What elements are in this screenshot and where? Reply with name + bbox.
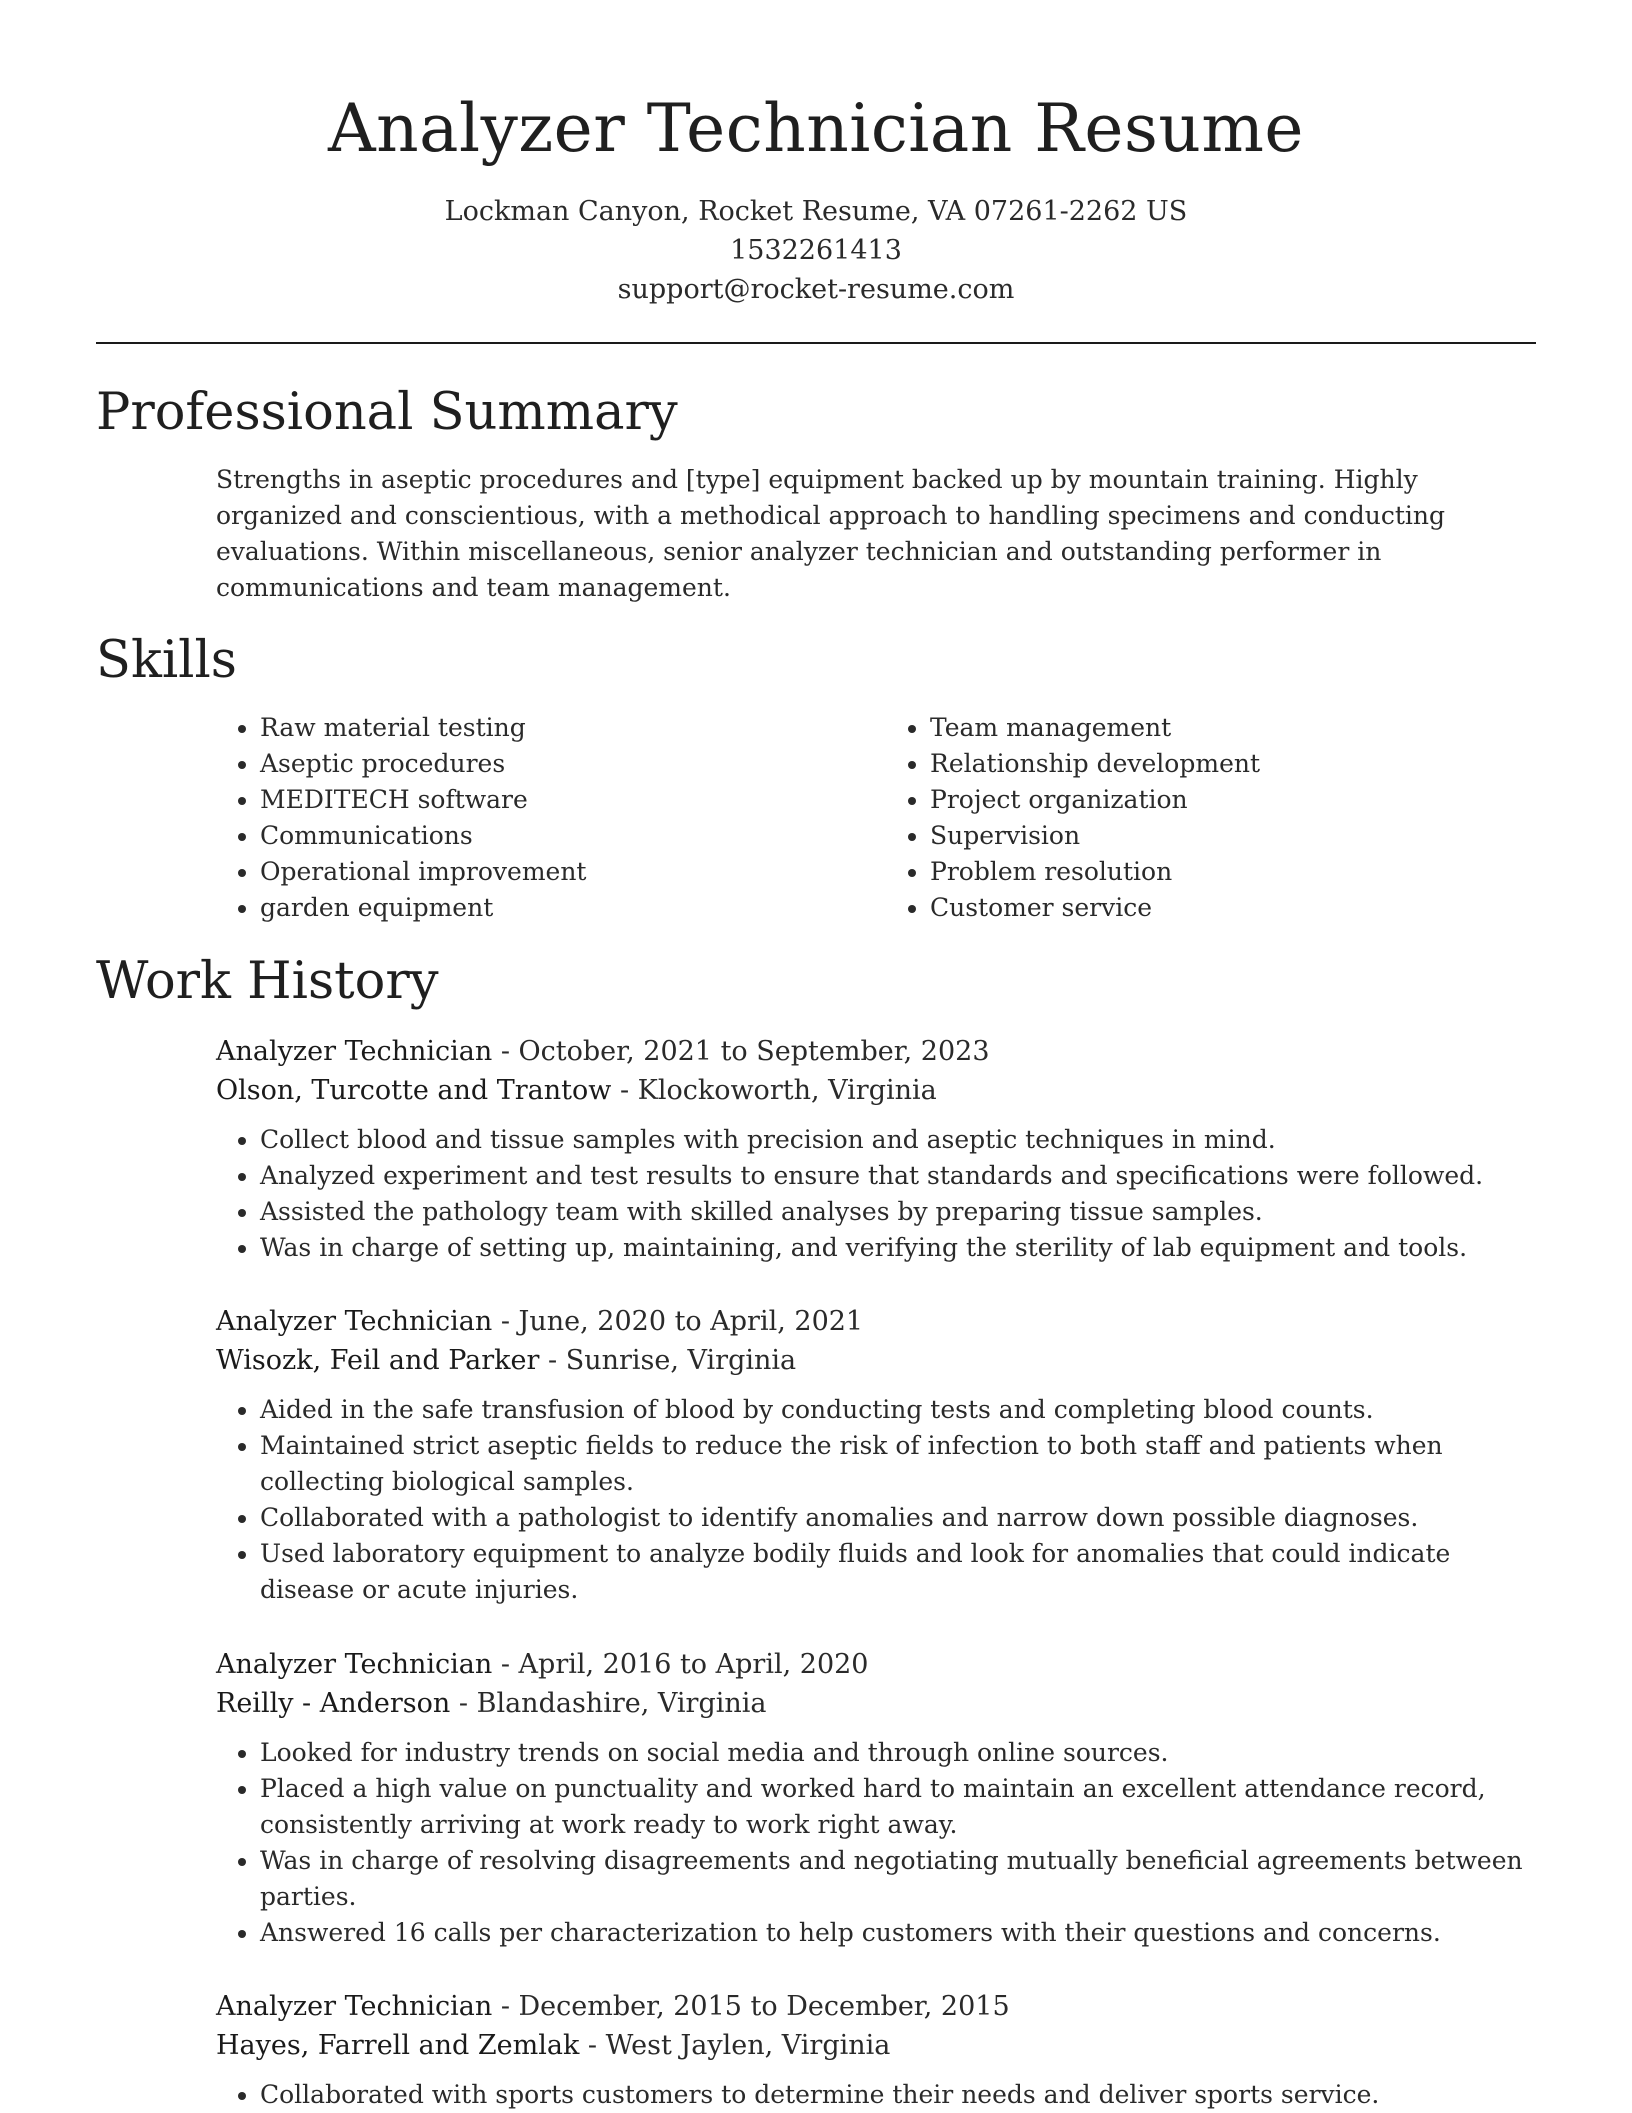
skill-item: • Communications (260, 818, 866, 854)
job-bullet: • Collaborated with sports customers to determine their needs and deliver sports service. (260, 2077, 1536, 2113)
job-bullet: • Looked for industry trends on social media and through online sources. (260, 1735, 1536, 1771)
job-entry (216, 1987, 1536, 2113)
job-bullet: • Maintained strict aseptic fields to reduce the risk of infection to both staff and patients when collecting biological samples. (260, 1428, 1536, 1500)
job-bullet: • Aided in the safe transfusion of blood by conducting tests and completing blood counts. (260, 1392, 1536, 1428)
job-bullets (216, 1392, 1536, 1608)
skill-item: • Supervision (930, 818, 1536, 854)
skill-item: • garden equipment (260, 890, 866, 926)
job-bullets (216, 1122, 1536, 1266)
job-title: Analyzer Technician (216, 1991, 493, 2022)
job-bullet: • Used laboratory equipment to analyze bodily fluids and look for anomalies that could indicate disease or acute injuries. (260, 1536, 1536, 1608)
job-dates: - June, 2020 to April, 2021 (492, 1306, 864, 1337)
job-company-line (216, 1071, 1536, 1110)
job-company-line (216, 2026, 1536, 2065)
job-company-line (216, 1684, 1536, 1723)
resume-header (0, 0, 1632, 309)
job-bullet: • Was in charge of resolving disagreements and negotiating mutually beneficial agreements between parties. (260, 1843, 1536, 1915)
skills-column-right (866, 710, 1536, 926)
job-entry (216, 1645, 1536, 1951)
summary-heading: Professional Summary (96, 383, 678, 442)
job-bullets (216, 1735, 1536, 1951)
skill-item: • Problem resolution (930, 854, 1536, 890)
resume-title: Analyzer Technician Resume (328, 90, 1304, 167)
job-title: Analyzer Technician (216, 1306, 493, 1337)
job-title: Analyzer Technician (216, 1649, 493, 1680)
job-dates: - December, 2015 to December, 2015 (492, 1991, 1010, 2022)
contact-phone: 1532261413 (730, 235, 902, 266)
skill-item: • Team management (930, 710, 1536, 746)
skill-item: • Customer service (930, 890, 1536, 926)
contact-address: Lockman Canyon, Rocket Resume, VA 07261-2262 US (444, 196, 1188, 227)
job-company: Olson, Turcotte and Trantow (216, 1075, 612, 1106)
job-title: Analyzer Technician (216, 1036, 493, 1067)
job-title-line (216, 1032, 1536, 1071)
job-company: Hayes, Farrell and Zemlak (216, 2030, 580, 2061)
job-bullet: • Assisted the pathology team with skilled analyses by preparing tissue samples. (260, 1194, 1536, 1230)
job-location: - Blandashire, Virginia (450, 1688, 767, 1719)
job-bullet: • Collect blood and tissue samples with precision and aseptic techniques in mind. (260, 1122, 1536, 1158)
work-history-heading: Work History (96, 952, 439, 1011)
job-location: - Klockoworth, Virginia (611, 1075, 937, 1106)
job-entry (216, 1302, 1536, 1608)
contact-email: support@rocket-resume.com (617, 274, 1015, 305)
job-dates: - April, 2016 to April, 2020 (492, 1649, 869, 1680)
job-company-line (216, 1341, 1536, 1380)
contact-info (0, 192, 1632, 309)
skills-heading: Skills (96, 631, 237, 690)
job-bullet: • Placed a high value on punctuality and worked hard to maintain an excellent attendance record, consistently arriving at work ready to work right away. (260, 1771, 1536, 1843)
summary-text: Strengths in aseptic procedures and [type] equipment backed up by mountain training. Highly organized and conscientious, with a methodical approach to handling specimens and conducting evaluations. Within miscellaneous, senior analyzer technician and outstanding performer in communications and team management. (216, 465, 1445, 602)
skill-item: • MEDITECH software (260, 782, 866, 818)
header-divider (96, 342, 1536, 344)
job-company: Wisozk, Feil and Parker (216, 1345, 540, 1376)
job-bullet: • Answered 16 calls per characterization to help customers with their questions and concerns. (260, 1915, 1536, 1951)
job-title-line (216, 1645, 1536, 1684)
job-bullet: • Was in charge of setting up, maintaining, and verifying the sterility of lab equipment and tools. (260, 1230, 1536, 1266)
job-location: - West Jaylen, Virginia (579, 2030, 891, 2061)
job-bullet: • Collaborated with a pathologist to identify anomalies and narrow down possible diagnoses. (260, 1500, 1536, 1536)
job-company: Reilly - Anderson (216, 1688, 451, 1719)
job-title-line (216, 1302, 1536, 1341)
job-title-line (216, 1987, 1536, 2026)
skill-item: • Project organization (930, 782, 1536, 818)
job-bullets (216, 2077, 1536, 2113)
skill-item: • Relationship development (930, 746, 1536, 782)
skills-column-left (216, 710, 866, 926)
job-location: - Sunrise, Virginia (539, 1345, 797, 1376)
job-entry (216, 1032, 1536, 1266)
job-dates: - October, 2021 to September, 2023 (492, 1036, 990, 1067)
skills-list (216, 710, 1536, 926)
job-bullet: • Analyzed experiment and test results to ensure that standards and specifications were followed. (260, 1158, 1536, 1194)
skill-item: • Aseptic procedures (260, 746, 866, 782)
skill-item: • Operational improvement (260, 854, 866, 890)
skill-item: • Raw material testing (260, 710, 866, 746)
